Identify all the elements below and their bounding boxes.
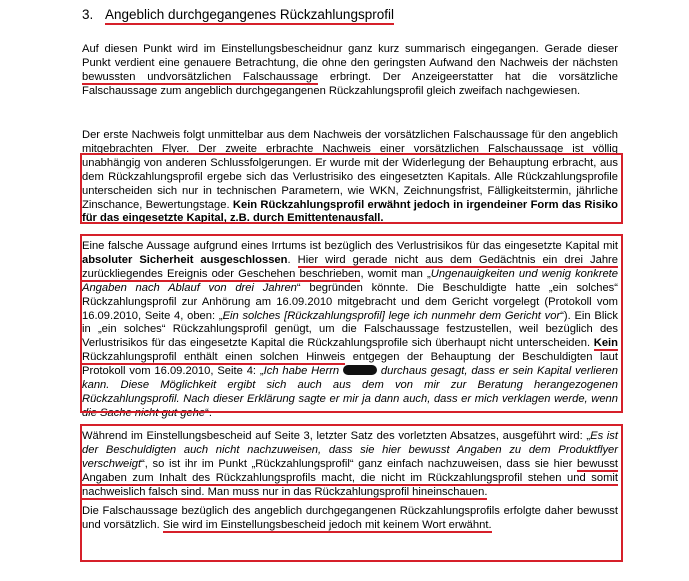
text: “, so ist ihr im Punkt „Rückzahlungsprofil“ ganz einfach nachzuweisen, dass sie hier <box>141 457 577 470</box>
underlined-text: Rückzahlungsprofil enthält einen solchen Hinweis <box>82 351 346 364</box>
text: “ begründen könnte. Die Beschuldigte hatte „ein solches“ Rückzahlungsprofil zur Anhörung am 16.09.2010 mitgebracht und dem Gericht vorgelegt (Protokoll vom 16.09.2010, Seite 4, oben: „ <box>82 281 618 322</box>
text: entgegen der Behauptung der Beschuldigten laut Protokoll vom 16.09.2010, Seite 4: „ <box>82 351 618 378</box>
bold-text: Kein Rückzahlungsprofil erwähnt jedoch in irgendeiner Form das Risiko für das eingesetzte Kapital, z.B. durch Emittentenausfall. <box>82 198 618 225</box>
text: “. <box>205 406 212 419</box>
underlined-text: bewussten undvorsätzlichen Falschaussage <box>82 70 319 83</box>
text: Auf diesen Punkt wird im Einstellungsbescheidnur ganz kurz summarisch eingegangen. Gerade dieser Punkt verdient eine genauere Betrachtung, die ohne den geringsten Aufwand den Nachweis der nächsten <box>82 43 618 69</box>
text: erbringt. Der Anzeigeerstatter hat die vorsätzliche Falschaussage zum angeblich durchgegangenen Rückzahlungsprofil gleich zweifach nachgewiesen. <box>82 70 618 97</box>
italic-text: Ich habe Herrn <box>263 365 344 378</box>
text: Die Falschaussage bezüglich des angeblich durchgegangenen Rückzahlungsprofils erfolgte daher bewusst und vorsätzlich. <box>82 505 618 531</box>
underlined-text: bewusst Angaben zum Inhalt des Rückzahlungsprofils macht, die nicht im Rückzahlungsprofil stehen und somit nachweislich falsch sind. Man muss nur in das Rückzahlungsprofil hineinschauen. <box>82 457 618 498</box>
bold-text: absoluter Sicherheit ausgeschlossen <box>82 253 288 266</box>
italic-text: Es ist der Beschuldigten auch nicht nachzuweisen, dass sie hier bewusst Angaben zu dem Produktflyer verschweigt <box>82 430 618 470</box>
paragraph-4 <box>82 430 618 500</box>
section-number: 3. <box>82 7 94 22</box>
paragraph-2 <box>82 129 618 226</box>
text: . <box>287 253 298 266</box>
text: “). Ein Blick in „ein solches“ Rückzahlungsprofil genügt, um die Falschaussage festzustellen, weil bezüglich des Verlustrisikos für das eingesetzte Kapital die Rückzahlungsprofile sich überhaupt nicht unterscheiden. <box>82 309 618 350</box>
bold-underlined-text: Kein <box>593 337 618 350</box>
italic-text: durchaus gesagt, dass er sein Kapital verlieren kann. Diese Möglichkeit ergibt sich auch aus dem von mir zur Beratung herangezogenen Rückzahlungsprofil. Nach dieser Erklärung sagte er mir ja dann auch, dass er mich verklagen werde, wenn die Sache nicht gut gehe <box>82 365 618 419</box>
underlined-text: Hier wird gerade nicht aus dem Gedächtnis ein drei Jahre zurückliegendes Ereignis oder Geschehen beschrieben <box>82 253 619 280</box>
text: Eine falsche Aussage aufgrund eines Irrtums ist bezüglich des Verlustrisikos für das eingesetzte Kapital mit <box>82 240 618 252</box>
paragraph-1 <box>82 43 618 99</box>
section-heading <box>82 6 394 23</box>
redaction-mark <box>343 365 377 375</box>
text: Während im Einstellungsbescheid auf Seite 3, letzter Satz des vorletzten Absatzes, ausgeführt wird: „ <box>82 430 591 442</box>
text: , womit man „ <box>360 267 431 280</box>
underlined-text: Sie wird im Einstellungsbescheid jedoch mit keinem Wort erwähnt. <box>162 518 492 531</box>
text: Der erste Nachweis folgt unmittelbar aus dem Nachweis der vorsätzlichen Falschaussage für den angeblich mitgebrachten Flyer. Der zweite erbrachte Nachweis einer vorsätzlichen Falschaussage ist völlig unabhängig von anderen Schlussfolgerungen. Er wurde mit der Widerlegung der Behauptung erbracht, aus dem Rückzahlungsprofil ergebe sich das Verlustrisiko des eingesetzten Kapitals. Alle Rückzahlungsprofile unterscheiden sich nur in technischen Parametern, wie WKN, Zeichnungsfrist, Fälligkeitstermin, jährliche Zinschance, Bewertungstage. <box>82 129 618 211</box>
paragraph-5 <box>82 505 618 533</box>
section-title: Angeblich durchgegangenes Rückzahlungsprofil <box>105 7 394 25</box>
italic-text: Ein solches [Rückzahlungsprofil] lege ich nunmehr dem Gericht vor <box>222 309 561 322</box>
paragraph-3 <box>82 240 618 421</box>
italic-text: Ungenauigkeiten und wenig konkrete Angaben nach Ablauf von drei Jahren <box>82 267 618 294</box>
